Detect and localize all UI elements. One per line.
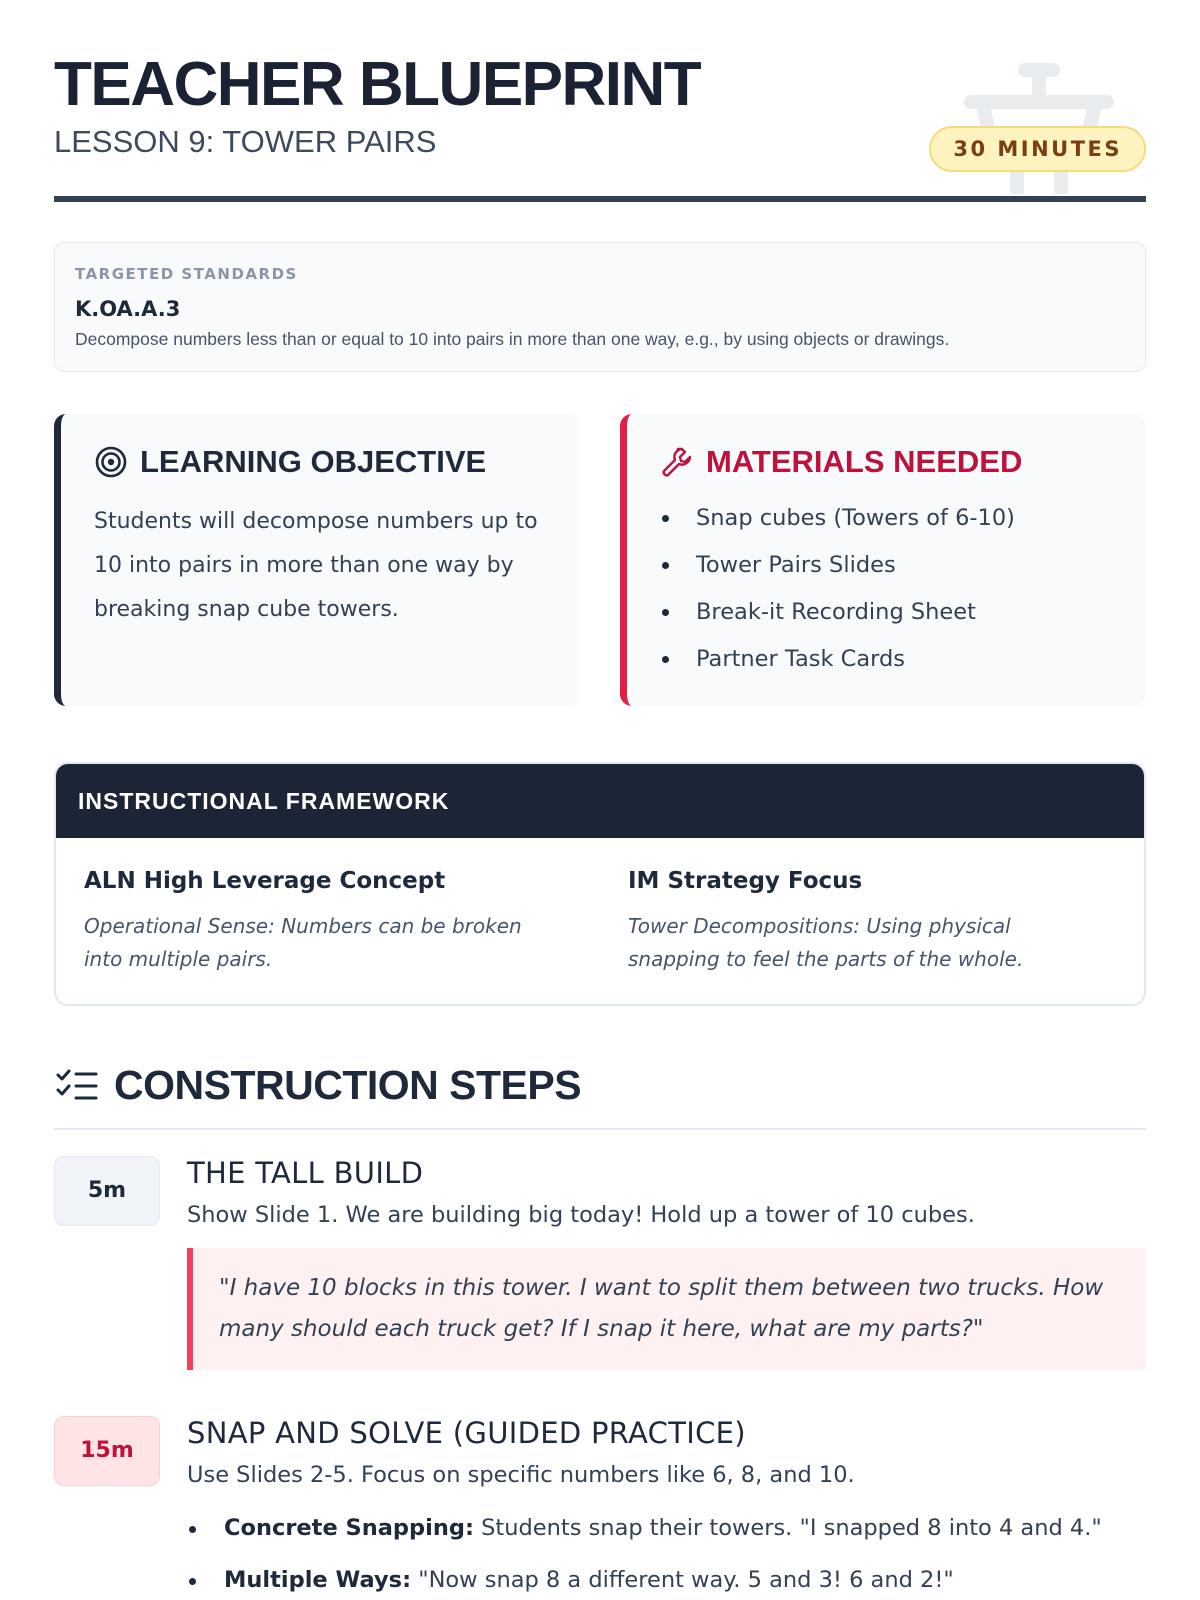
step-description: Show Slide 1. We are building big today! Hold up a tower of 10 cubes. xyxy=(187,1202,975,1228)
time-badge: 15m xyxy=(54,1416,160,1486)
lesson-page xyxy=(54,0,1146,1593)
standard-code: K.OA.A.3 xyxy=(75,297,181,321)
learning-objective-card xyxy=(54,414,580,706)
target-icon xyxy=(94,445,128,479)
im-text: Tower Decompositions: Using physical snapping to feel the parts of the whole. xyxy=(628,914,1024,971)
bullet-item xyxy=(187,1510,1146,1562)
im-strategy xyxy=(628,868,1098,976)
step-title: THE TALL BUILD xyxy=(187,1156,424,1190)
instructional-framework xyxy=(54,762,1146,1006)
im-title: IM Strategy Focus xyxy=(628,868,863,894)
standards-label: TARGETED STANDARDS xyxy=(75,265,298,283)
framework-heading: INSTRUCTIONAL FRAMEWORK xyxy=(56,764,1144,838)
objective-title: LEARNING OBJECTIVE xyxy=(140,444,487,479)
time-badge: 5m xyxy=(54,1156,160,1226)
checklist-icon xyxy=(56,1068,98,1104)
material-item: Snap cubes (Towers of 6-10) xyxy=(660,498,1116,545)
page-title: TEACHER BLUEPRINT xyxy=(54,50,701,119)
bullet-text: "Now snap 8 a different way. 5 and 3! 6 and 2!" xyxy=(411,1567,954,1593)
wrench-icon xyxy=(660,445,694,479)
materials-title: MATERIALS NEEDED xyxy=(706,444,1023,479)
standards-box xyxy=(54,242,1146,372)
material-item: Partner Task Cards xyxy=(660,639,1116,686)
bullet-label: Multiple Ways: xyxy=(224,1567,412,1593)
material-item: Break-it Recording Sheet xyxy=(660,592,1116,639)
construction-steps-header xyxy=(54,1060,1146,1130)
step-bullets xyxy=(187,1510,1146,1600)
aln-concept xyxy=(84,868,554,976)
bullet-item xyxy=(187,1562,1146,1600)
material-item: Tower Pairs Slides xyxy=(660,545,1116,592)
aln-title: ALN High Leverage Concept xyxy=(84,868,446,894)
duration-badge: 30 MINUTES xyxy=(929,126,1146,172)
bullet-label: Concrete Snapping: xyxy=(224,1515,474,1541)
steps-title: CONSTRUCTION STEPS xyxy=(114,1062,582,1108)
header xyxy=(54,0,1146,202)
objective-text: Students will decompose numbers up to 10 into pairs in more than one way by breaking snap cube towers. xyxy=(94,509,538,622)
standard-description: Decompose numbers less than or equal to 10 into pairs in more than one way, e.g., by using objects or drawings. xyxy=(75,329,950,349)
step-title: SNAP AND SOLVE (GUIDED PRACTICE) xyxy=(187,1416,746,1450)
teacher-quote: "I have 10 blocks in this tower. I want to split them between two trucks. How many should each truck get? If I snap it here, what are my parts?" xyxy=(187,1248,1146,1370)
step-description: Use Slides 2-5. Focus on specific numbers like 6, 8, and 10. xyxy=(187,1462,855,1488)
materials-card xyxy=(620,414,1146,706)
lesson-subtitle: LESSON 9: TOWER PAIRS xyxy=(54,124,437,159)
materials-list xyxy=(660,498,1116,686)
aln-text: Operational Sense: Numbers can be broken into multiple pairs. xyxy=(84,914,522,971)
bullet-text: Students snap their towers. "I snapped 8 into 4 and 4." xyxy=(473,1515,1102,1541)
